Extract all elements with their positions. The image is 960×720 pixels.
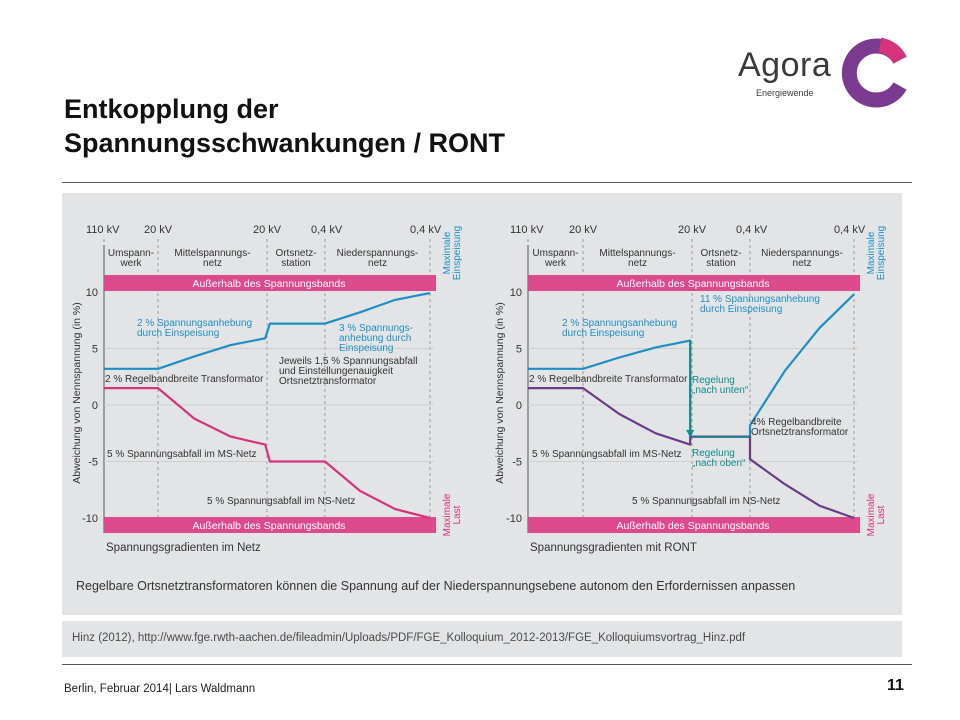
y-tick-label: 10 bbox=[509, 287, 522, 299]
top-kv-label: 110 kV bbox=[86, 224, 120, 236]
agora-logo bbox=[736, 36, 914, 108]
annotation-text: 5 % Spannungsabfall im NS-Netz bbox=[632, 496, 781, 507]
annotation-text: 3 % Spannungs-anhebung durch Einspeisung bbox=[339, 323, 413, 354]
top-kv-label: 20 kV bbox=[253, 224, 282, 236]
band-top-label: Außerhalb des Spannungsbands bbox=[192, 278, 346, 290]
top-kv-label: 0,4 kV bbox=[834, 224, 866, 236]
segment-label: Niederspannungs-netz bbox=[761, 248, 843, 269]
y-tick-label: -5 bbox=[512, 456, 522, 469]
segment-label: Ortsnetz-station bbox=[700, 248, 742, 269]
y-tick-label: -5 bbox=[88, 456, 98, 469]
chart-caption: Regelbare Ortsnetztransformatoren können die Spannung auf der Niederspannungsebene autonom den Erfordernissen anpassen bbox=[76, 579, 796, 593]
footer-rule bbox=[62, 664, 912, 665]
y-tick-label: 10 bbox=[85, 287, 98, 299]
right-label-bottom: MaximaleLast bbox=[442, 493, 463, 537]
top-kv-label: 0,4 kV bbox=[311, 224, 343, 236]
slide-title-line2: Spannungsschwankungen / RONT bbox=[64, 128, 506, 158]
right-label-top: MaximaleEinspeisung bbox=[866, 225, 887, 281]
slide-title bbox=[64, 92, 505, 160]
right-label-top: MaximaleEinspeisung bbox=[442, 225, 463, 281]
footer-text: Berlin, Februar 2014| Lars Waldmann bbox=[64, 683, 256, 695]
top-kv-label: 20 kV bbox=[144, 224, 173, 236]
y-tick-label: -10 bbox=[82, 513, 98, 525]
annotation-text: Regelung „nach unten“ bbox=[692, 375, 749, 396]
chart-title: Spannungsgradienten im Netz bbox=[106, 542, 261, 554]
annotation-text: Regelung „nach oben“ bbox=[692, 448, 746, 469]
top-kv-label: 20 kV bbox=[678, 224, 707, 236]
top-kv-label: 110 kV bbox=[510, 224, 544, 236]
logo-subtitle: Energiewende bbox=[756, 88, 814, 98]
top-kv-label: 0,4 kV bbox=[736, 224, 768, 236]
chart-title: Spannungsgradienten mit RONT bbox=[530, 542, 697, 554]
slide-title-line1: Entkopplung der bbox=[64, 94, 279, 124]
source-box bbox=[62, 621, 902, 657]
logo-mark-icon bbox=[836, 36, 916, 108]
segment-label: Mittelspannungs-netz bbox=[599, 248, 676, 269]
annotation-text: Jeweils 1,5 % Spannungsabfall und Einstellungenauigkeit Ortsnetztransformator bbox=[279, 356, 418, 387]
y-tick-label: 0 bbox=[515, 400, 522, 412]
band-bottom-label: Außerhalb des Spannungsbands bbox=[192, 520, 346, 532]
annotation-text: 2 % Spannungsanhebung durch Einspeisung bbox=[562, 318, 678, 339]
annotation-text: 5 % Spannungsabfall im MS-Netz bbox=[107, 449, 257, 460]
annotation-text: 2 % Regelbandbreite Transformator bbox=[105, 374, 264, 385]
annotation-text: 5 % Spannungsabfall im MS-Netz bbox=[532, 449, 682, 460]
annotation-text: 5 % Spannungsabfall im NS-Netz bbox=[207, 496, 356, 507]
header-rule bbox=[62, 182, 912, 183]
annotation-text: 2 % Regelbandbreite Transformator bbox=[529, 374, 688, 385]
y-axis-label: Abweichung von Nennspannung (in %) bbox=[71, 302, 83, 484]
charts-svg bbox=[62, 193, 902, 615]
band-top-label: Außerhalb des Spannungsbands bbox=[616, 278, 770, 290]
logo-name: Agora bbox=[738, 46, 832, 84]
band-bottom-label: Außerhalb des Spannungsbands bbox=[616, 520, 770, 532]
annotation-text: 2 % Spannungsanhebung durch Einspeisung bbox=[137, 318, 253, 339]
segment-label: Niederspannungs-netz bbox=[336, 248, 419, 269]
segment-label: Umspann-werk bbox=[107, 248, 155, 269]
right-label-bottom: MaximaleLast bbox=[866, 493, 887, 537]
annotation-text: 4% Regelbandbreite Ortsnetztransformator bbox=[751, 417, 849, 438]
annotation-text: 11 % Spannungsanhebung durch Einspeisung bbox=[700, 294, 820, 315]
y-tick-label: -10 bbox=[506, 513, 522, 525]
y-axis-label: Abweichung von Nennspannung (in %) bbox=[494, 302, 506, 484]
top-kv-label: 0,4 kV bbox=[410, 224, 442, 236]
chart-panel bbox=[62, 193, 902, 615]
segment-label: Mittelspannungs-netz bbox=[174, 248, 251, 269]
page-number: 11 bbox=[887, 677, 904, 694]
y-tick-label: 0 bbox=[91, 400, 98, 412]
y-tick-label: 5 bbox=[91, 343, 98, 356]
source-text: Hinz (2012), http://www.fge.rwth-aachen.de/fileadmin/Uploads/PDF/FGE_Kolloquium_2012-2013/FGE_Kolloquiumsvortrag_Hinz.pdf bbox=[72, 632, 746, 644]
segment-label: Ortsnetz-station bbox=[275, 248, 317, 269]
y-tick-label: 5 bbox=[515, 343, 522, 356]
top-kv-label: 20 kV bbox=[569, 224, 598, 236]
segment-label: Umspann-werk bbox=[532, 248, 579, 269]
